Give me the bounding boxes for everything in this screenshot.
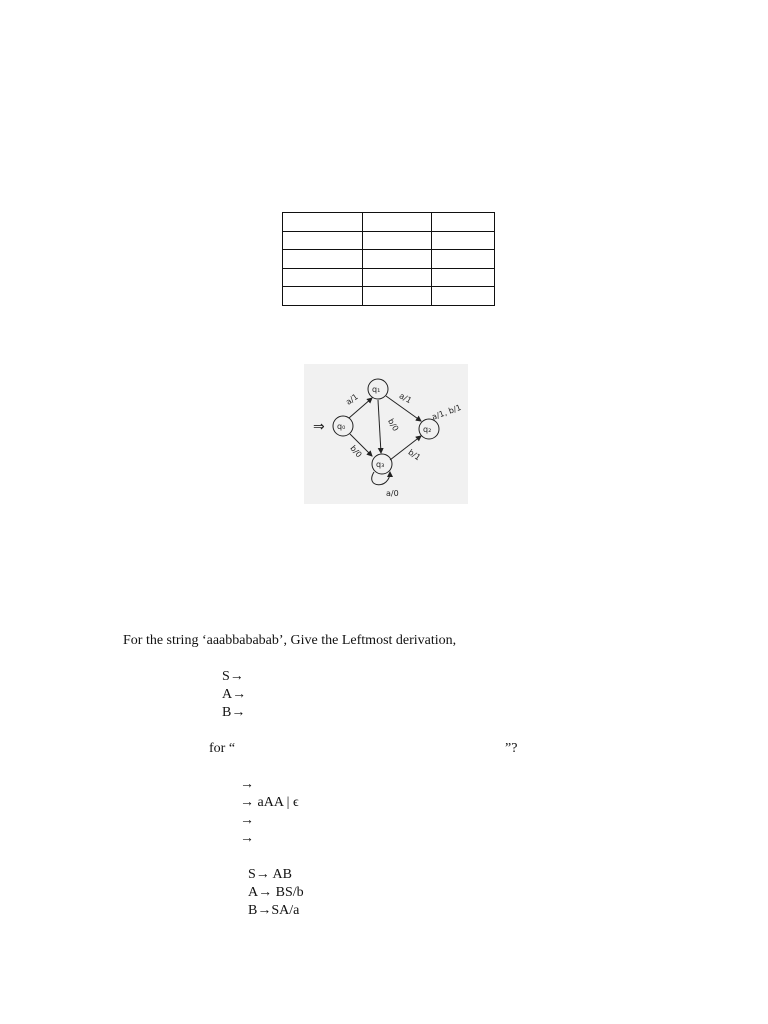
for-line-open: for “ bbox=[209, 741, 236, 756]
edge-label-q1-q2: a/1 bbox=[397, 391, 414, 406]
grammar2-line-1: → bbox=[240, 777, 254, 792]
table-cell bbox=[283, 268, 363, 287]
table-cell bbox=[363, 287, 432, 306]
table-cell bbox=[432, 268, 495, 287]
empty-table-body bbox=[283, 213, 495, 306]
table-cell bbox=[432, 287, 495, 306]
grammar1-line-3: B→ bbox=[222, 705, 246, 720]
edge-q1-q3 bbox=[378, 400, 381, 453]
edge-label-q2-loop: a/1, b/1 bbox=[430, 402, 463, 422]
table-row bbox=[283, 287, 495, 306]
table-cell bbox=[432, 231, 495, 250]
table-cell bbox=[432, 213, 495, 232]
table-cell bbox=[363, 213, 432, 232]
edge-label-q0-q3: b/0 bbox=[348, 443, 364, 460]
grammar3-line-3: B→SA/a bbox=[248, 903, 300, 918]
table-cell bbox=[283, 287, 363, 306]
table-cell bbox=[363, 231, 432, 250]
grammar1-line-1: S→ bbox=[222, 669, 244, 684]
empty-table bbox=[282, 212, 495, 306]
state-q1-label: q₁ bbox=[372, 385, 381, 394]
grammar2-line-4: → bbox=[240, 831, 254, 846]
table-cell bbox=[283, 213, 363, 232]
edge-label-q3-q2: b/1 bbox=[406, 447, 423, 463]
table-cell bbox=[283, 250, 363, 269]
edge-label-q0-q1: a/1 bbox=[344, 392, 360, 407]
start-arrow-icon: ⇒ bbox=[313, 419, 325, 435]
table-row bbox=[283, 213, 495, 232]
state-q0-label: q₀ bbox=[337, 422, 346, 431]
grammar2-line-2: → aAA | ϵ bbox=[240, 795, 299, 810]
grammar1-line-2: A→ bbox=[222, 687, 247, 702]
edge-label-q1-q3: b/0 bbox=[386, 417, 401, 433]
state-q2-label: q₂ bbox=[423, 425, 432, 434]
grammar3-line-1: S→ AB bbox=[248, 867, 292, 882]
grammar3-line-2: A→ BS/b bbox=[248, 885, 304, 900]
state-diagram-svg bbox=[304, 364, 468, 504]
grammar2-line-3: → bbox=[240, 813, 254, 828]
table-cell bbox=[363, 250, 432, 269]
table-row bbox=[283, 268, 495, 287]
table-cell bbox=[432, 250, 495, 269]
table-row bbox=[283, 250, 495, 269]
for-line-close: ”? bbox=[505, 741, 518, 756]
table-row bbox=[283, 231, 495, 250]
edge-label-q3-self: a/0 bbox=[386, 489, 399, 498]
leftmost-question: For the string ‘aaabbababab’, Give the Leftmost derivation, bbox=[123, 633, 457, 648]
table-cell bbox=[283, 231, 363, 250]
state-diagram bbox=[304, 364, 468, 504]
table-cell bbox=[363, 268, 432, 287]
state-q3-label: q₃ bbox=[376, 460, 385, 469]
